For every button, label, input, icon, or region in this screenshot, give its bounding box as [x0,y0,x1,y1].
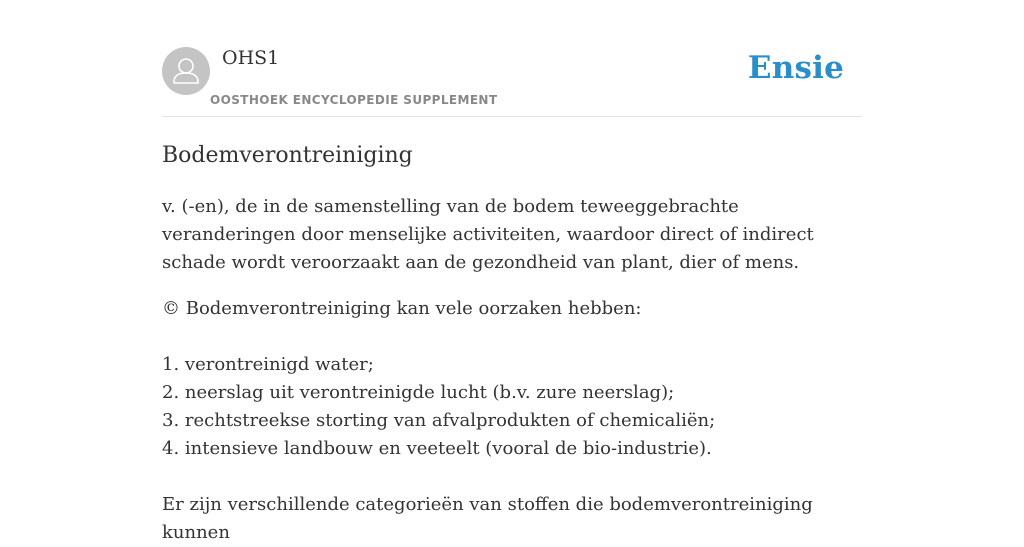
article-page [162,0,862,547]
list-item: 1. verontreinigd water; [162,354,374,375]
intro-text: © Bodemverontreiniging kan vele oorzaken hebben: [162,298,642,319]
author-code[interactable]: OHS1 [222,47,280,69]
article-header [162,46,862,117]
continuation-text: Er zijn verschillende categorieën van stoffen die bodemverontreiniging kunnen [162,494,813,543]
source-name[interactable]: OOSTHOEK ENCYCLOPEDIE SUPPLEMENT [210,93,498,107]
article-title: Bodemverontreiniging [162,143,413,168]
brand-logo[interactable]: Ensie [747,50,844,86]
list-item: 3. rechtstreekse storting van afvalprodukten of chemicaliën; [162,410,716,431]
list-item: 2. neerslag uit verontreinigde lucht (b.v. zure neerslag); [162,382,675,403]
causes-list [162,351,862,463]
definition-text: v. (-en), de in de samenstelling van de bodem teweeggebrachte veranderingen door menselijke activiteiten, waardoor direct of indirect schade wordt veroorzaakt aan de gezondheid van plant, dier of mens. [162,196,814,273]
list-item: 4. intensieve landbouw en veeteelt (vooral de bio-industrie). [162,438,712,459]
user-icon[interactable] [162,47,210,95]
